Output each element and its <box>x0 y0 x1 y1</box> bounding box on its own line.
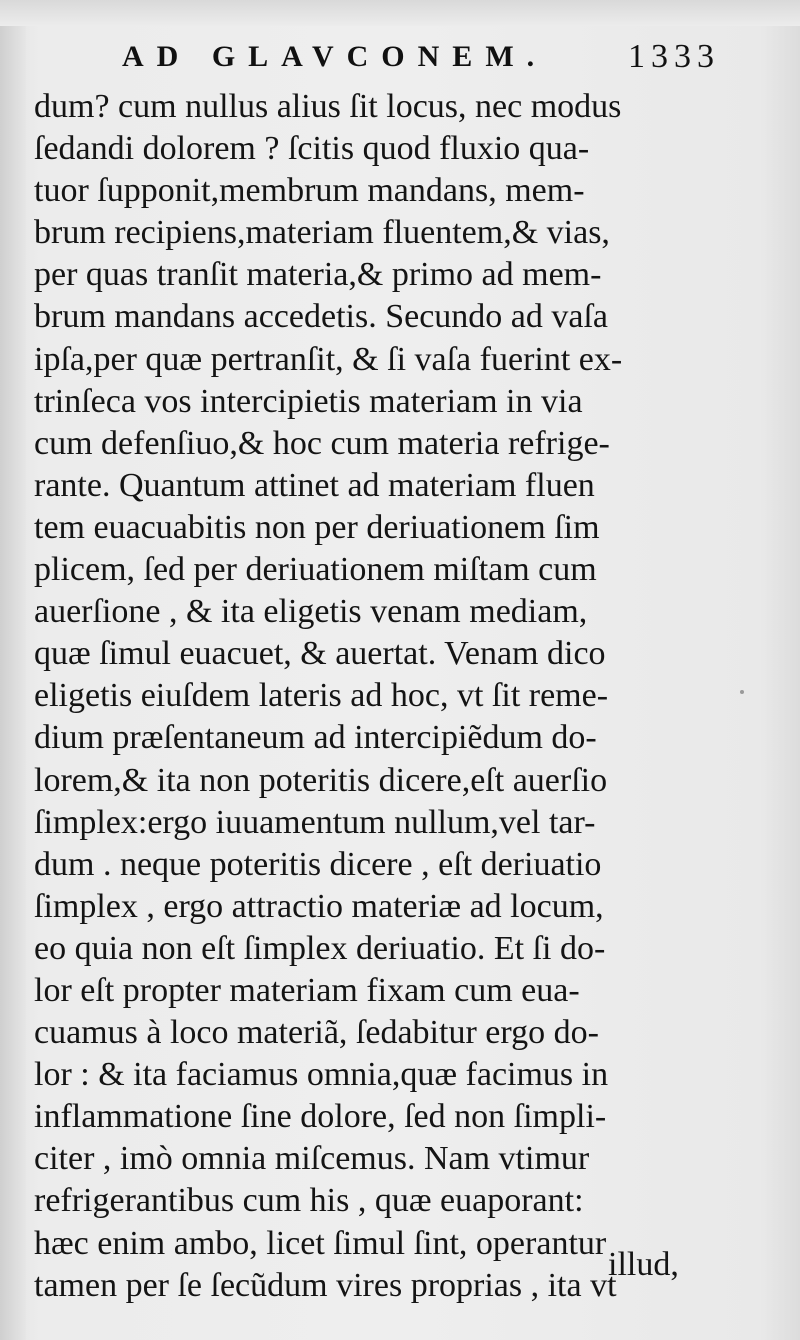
text-line: brum recipiens,materiam fluentem,& vias, <box>34 214 610 252</box>
text-line: tuor ſupponit,membrum mandans, mem- <box>34 172 585 210</box>
text-line: eligetis eiuſdem lateris ad hoc, vt ſit reme- <box>34 677 609 715</box>
text-line: hæc enim ambo, licet ſimul ſint, operantur <box>34 1224 607 1262</box>
text-line: plicem, ſed per deriuationem miſtam cum <box>34 551 597 589</box>
text-line: ſedandi dolorem ? ſcitis quod fluxio qua- <box>34 130 590 168</box>
text-line: cuamus à loco materiã, ſedabitur ergo do- <box>34 1014 599 1052</box>
ink-speck <box>740 690 744 694</box>
running-head: AD GLAVCONEM. <box>122 40 548 73</box>
show-through-ink <box>110 1258 330 1298</box>
page-gutter-shadow <box>0 0 26 1340</box>
text-line: inflammatione ſine dolore, ſed non ſimpli- <box>34 1098 607 1136</box>
text-line: dium præſentaneum ad intercipiẽdum do- <box>34 719 597 757</box>
text-line: trinſeca vos intercipietis materiam in via <box>34 382 583 420</box>
text-line: lor : & ita faciamus omnia,quæ facimus in <box>34 1056 609 1094</box>
text-line: eo quia non eſt ſimplex deriuatio. Et ſi do- <box>34 929 606 967</box>
text-line: quæ ſimul euacuet, & auertat. Venam dico <box>34 635 606 673</box>
text-line: citer , imò omnia miſcemus. Nam vtimur <box>34 1140 590 1178</box>
text-line: ſimplex , ergo attractio materiæ ad locum, <box>34 887 604 925</box>
text-line: dum? cum nullus alius ſit locus, nec modus <box>34 88 622 125</box>
text-line: tem euacuabitis non per deriuationem ſim <box>34 508 600 546</box>
text-line: lor eſt propter materiam fixam cum eua- <box>34 971 580 1009</box>
catchword: illud, <box>608 1246 679 1283</box>
text-line: per quas tranſit materia,& primo ad mem- <box>34 256 602 294</box>
text-line: lorem,& ita non poteritis dicere,eſt auerſio <box>34 761 608 799</box>
text-line: rante. Quantum attinet ad materiam fluen <box>34 466 595 504</box>
text-line: refrigerantibus cum his , quæ euaporant: <box>34 1182 584 1220</box>
text-line: dum . neque poteritis dicere , eſt deriuatio <box>34 845 602 883</box>
text-line: cum defenſiuo,& hoc cum materia refrige- <box>34 424 610 462</box>
body-text <box>34 86 690 1307</box>
page-top-shadow <box>0 0 800 26</box>
text-line: ipſa,per quæ pertranſit, & ſi vaſa fuerint ex- <box>34 340 623 378</box>
text-line: auerſione , & ita eligetis venam mediam, <box>34 593 588 631</box>
page-number: 1333 <box>628 38 720 75</box>
text-line: brum mandans accedetis. Secundo ad vaſa <box>34 298 609 336</box>
text-line: ſimplex:ergo iuuamentum nullum,vel tar- <box>34 803 596 841</box>
text-line: tamen per ſe ſecũdum vires proprias , ita vt <box>34 1266 617 1304</box>
